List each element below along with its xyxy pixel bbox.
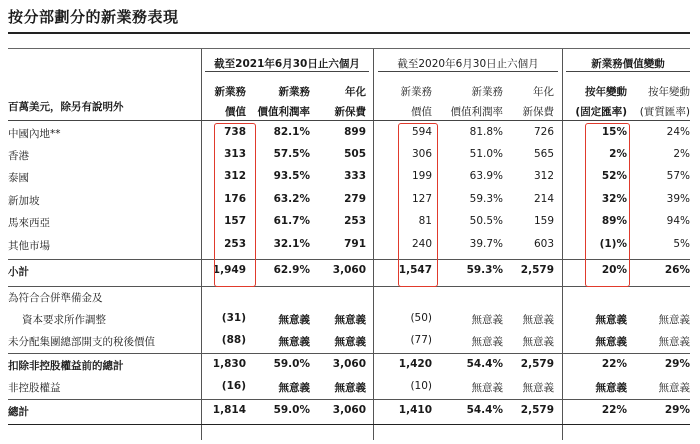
table-cell: 22% [601,358,627,370]
table-cell: 333 [344,170,366,182]
table-bottom-rule [8,424,690,425]
column-header: 新業務 價值 [400,86,432,118]
table-cell: 2,579 [520,404,554,416]
table-cell: 無意義 [658,336,690,348]
column-header: 年化 新保費 [334,86,366,118]
row-adjustments-label-cont: 資本要求所作調整 [22,314,106,326]
highlight-box [214,123,256,287]
table-cell: 157 [224,215,246,227]
row-malaysia-label: 馬來西亞 [8,217,50,229]
table-cell: 26% [664,264,690,276]
table-cell: 52% [601,170,627,182]
table-cell: 32% [601,193,627,205]
table-cell: 無意義 [471,382,503,394]
row-other-markets-label: 其他市場 [8,240,50,252]
table-cell: 63.2% [273,193,310,205]
column-header: 新業務 價值利潤率 [257,86,310,118]
table-cell: 1,410 [398,404,432,416]
row-divider [8,353,690,354]
table-cell: 253 [224,238,246,250]
table-cell: 無意義 [595,336,627,348]
column-header: 按年變動 (固定匯率) [575,86,627,118]
table-cell: 2% [609,148,627,160]
table-cell: 2,579 [520,264,554,276]
table-cell: 3,060 [332,264,366,276]
table-cell: 無意義 [278,336,310,348]
table-cell: 1,420 [398,358,432,370]
table-cell: 5% [673,238,690,250]
table-cell: 2% [673,148,690,160]
table-cell: 94% [666,215,690,227]
table-cell: 39% [666,193,690,205]
table-cell: 無意義 [334,336,366,348]
table-cell: (1)% [599,238,627,250]
row-nci-label: 非控股權益 [8,382,61,394]
table-cell: 無意義 [522,336,554,348]
group-underline [566,71,690,72]
table-cell: 無意義 [278,382,310,394]
row-divider [8,399,690,400]
group-header-2020: 截至2020年6月30日止六個月 [397,58,539,70]
table-cell: 54.4% [466,404,503,416]
page-title: 按分部劃分的新業務表現 [8,8,179,26]
table-cell: (88) [221,334,246,346]
table-cell: 1,814 [212,404,246,416]
table-cell: 無意義 [334,382,366,394]
table-cell: 61.7% [273,215,310,227]
table-cell: 1,949 [212,264,246,276]
title-rule [8,32,690,34]
row-adjustments-label: 為符合合併準備金及 [8,292,103,304]
table-cell: 無意義 [595,382,627,394]
table-cell: (31) [221,312,246,324]
table-cell: 15% [601,126,627,138]
table-cell: 無意義 [595,314,627,326]
table-cell: 240 [411,238,432,250]
table-cell: 312 [224,170,246,182]
table-cell: 3,060 [332,404,366,416]
highlight-box [398,123,438,287]
group-header-change: 新業務價值變動 [591,58,665,70]
table-cell: 726 [533,126,554,138]
table-cell: 312 [533,170,554,182]
table-cell: 565 [533,148,554,160]
row-china-label: 中國內地** [8,128,61,140]
table-cell: 無意義 [278,314,310,326]
column-header: 新業務 價值 [214,86,246,118]
table-cell: 無意義 [471,314,503,326]
unit-label: 百萬美元，除另有說明外 [8,101,124,113]
table-cell: 無意義 [522,382,554,394]
table-cell: 214 [533,193,554,205]
table-cell: 81 [418,215,432,227]
group-underline [205,71,369,72]
table-cell: (10) [410,380,432,392]
table-cell: 253 [344,215,366,227]
table-cell: 176 [224,193,246,205]
row-unallocated-label: 未分配集團總部開支的稅後價值 [8,336,155,348]
table-cell: 1,830 [212,358,246,370]
group-underline [378,71,558,72]
table-cell: 54.4% [466,358,503,370]
table-cell: 93.5% [273,170,310,182]
table-cell: 63.9% [469,170,503,182]
table-top-rule [8,48,690,49]
table-cell: 2,579 [520,358,554,370]
table-cell: 279 [344,193,366,205]
table-cell: 791 [344,238,366,250]
table-cell: 20% [601,264,627,276]
table-cell: 82.1% [273,126,310,138]
table-cell: 無意義 [522,314,554,326]
column-header: 年化 新保費 [522,86,554,118]
table-cell: (77) [410,334,432,346]
table-cell: 313 [224,148,246,160]
table-cell: 51.0% [469,148,503,160]
row-thailand-label: 泰國 [8,172,29,184]
table-cell: 59.0% [273,404,310,416]
row-singapore-label: 新加坡 [8,195,40,207]
table-cell: 159 [533,215,554,227]
row-subtotal-label: 小計 [8,266,29,278]
table-cell: 50.5% [469,215,503,227]
table-cell: 無意義 [471,336,503,348]
table-cell: 594 [411,126,432,138]
table-cell: 81.8% [469,126,503,138]
table-cell: 3,060 [332,358,366,370]
table-cell: 1,547 [398,264,432,276]
row-total-label: 總計 [8,406,29,418]
table-cell: 127 [411,193,432,205]
table-cell: 57.5% [273,148,310,160]
table-cell: 89% [601,215,627,227]
column-header: 新業務 價值利潤率 [450,86,503,118]
table-cell: (16) [221,380,246,392]
highlight-box [585,123,630,287]
table-cell: 738 [224,126,246,138]
table-cell: 29% [664,404,690,416]
table-cell: 505 [344,148,366,160]
table-cell: 24% [666,126,690,138]
table-cell: 32.1% [273,238,310,250]
row-hongkong-label: 香港 [8,150,29,162]
table-cell: 59.0% [273,358,310,370]
table-cell: 29% [664,358,690,370]
group-header-2021: 截至2021年6月30日止六個月 [214,58,360,70]
table-cell: 無意義 [658,314,690,326]
table-cell: 62.9% [273,264,310,276]
table-cell: (50) [410,312,432,324]
column-header: 按年變動 (實質匯率) [639,86,690,118]
table-cell: 306 [411,148,432,160]
header-bottom-rule [8,120,690,121]
table-cell: 59.3% [469,193,503,205]
table-cell: 39.7% [469,238,503,250]
table-cell: 899 [344,126,366,138]
table-cell: 57% [666,170,690,182]
table-cell: 22% [601,404,627,416]
table-cell: 無意義 [658,382,690,394]
table-cell: 603 [533,238,554,250]
table-cell: 199 [411,170,432,182]
table-cell: 無意義 [334,314,366,326]
row-total-before-nci-label: 扣除非控股權益前的總計 [8,360,124,372]
table-cell: 59.3% [466,264,503,276]
